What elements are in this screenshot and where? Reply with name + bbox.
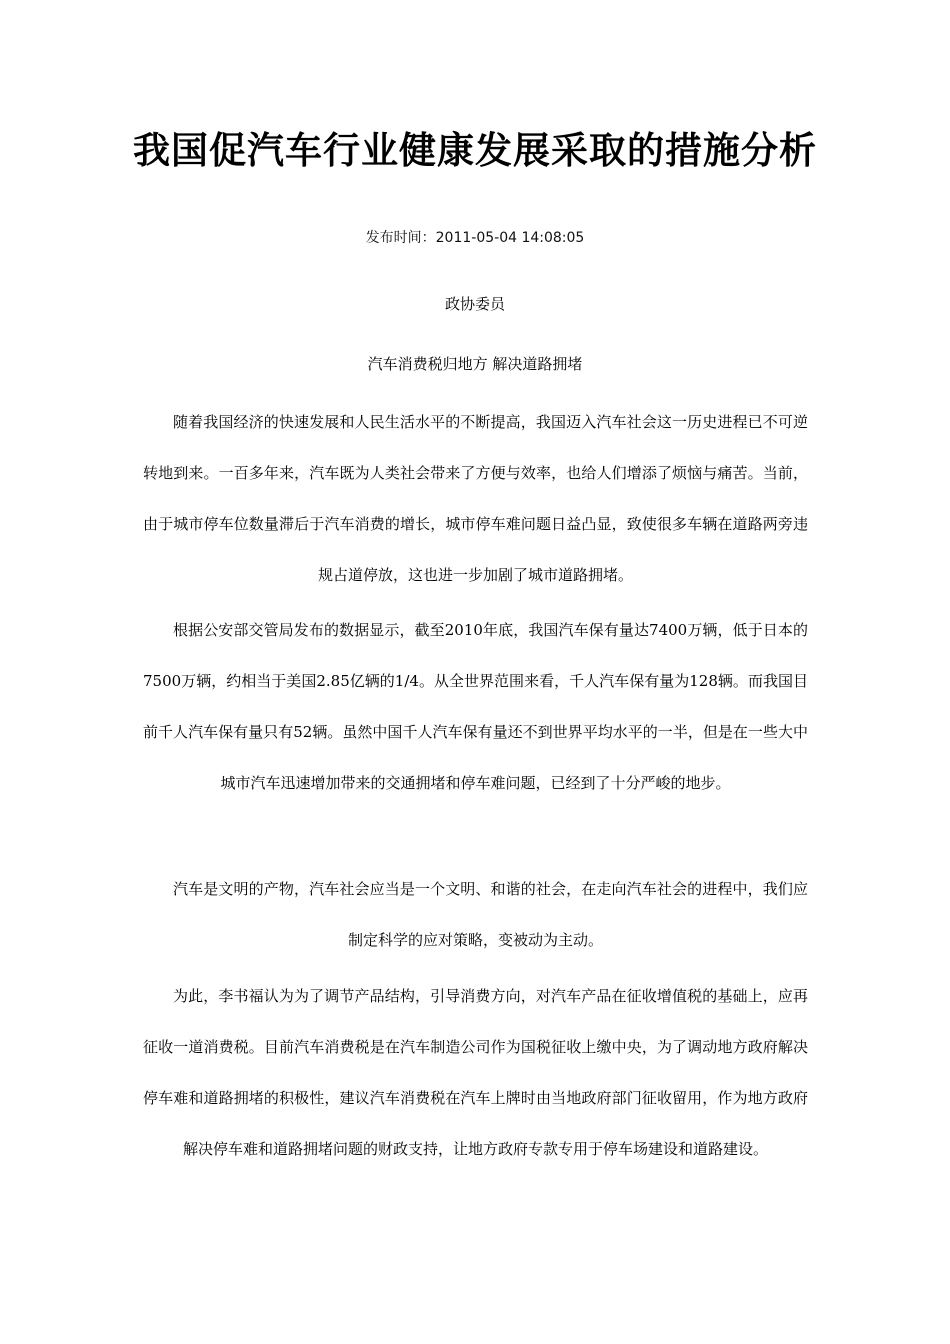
- paragraph-4: 为此，李书福认为为了调节产品结构，引导消费方向，对汽车产品在征收增值税的基础上，应再征收一道消费税。目前汽车消费税是在汽车制造公司作为国税征收上缴中央，为了调动地方政府解决停车难和道路拥堵的积极性，建议汽车消费税在汽车上牌时由当地政府部门征收留用，作为地方政府解决停车难和道路拥堵问题的财政支持，让地方政府专款专用于停车场建设和道路建设。: [143, 987, 808, 1158]
- paragraph-2: 根据公安部交管局发布的数据显示，截至2010年底，我国汽车保有量达7400万辆，低于日本的7500万辆，约相当于美国2.85亿辆的1/4。从全世界范围来看，千人汽车保有量为128辆。而我国目前千人汽车保有量只有52辆。虽然中国千人汽车保有量还不到世界平均水平的一半，但是在一些大中城市汽车迅速增加带来的交通拥堵和停车难问题，已经到了十分严峻的地步。: [143, 621, 808, 792]
- publish-label: 发布时间：: [365, 230, 436, 246]
- publish-info: [0, 229, 950, 247]
- paragraph-1: 随着我国经济的快速发展和人民生活水平的不断提高，我国迈入汽车社会这一历史进程已不可逆转地到来。一百多年来，汽车既为人类社会带来了方便与效率，也给人们增添了烦恼与痛苦。当前，由于城市停车位数量滞后于汽车消费的增长，城市停车难问题日益凸显，致使很多车辆在道路两旁违规占道停放，这也进一步加剧了城市道路拥堵。: [143, 413, 808, 584]
- publish-time: 2011-05-04 14:08:05: [435, 230, 585, 246]
- byline: 政协委员: [444, 295, 505, 313]
- article-title: 我国促汽车行业健康发展采取的措施分析: [133, 129, 817, 172]
- paragraph-3: 汽车是文明的产物，汽车社会应当是一个文明、和谐的社会，在走向汽车社会的进程中，我们应制定科学的应对策略，变被动为主动。: [173, 880, 808, 949]
- article-subtitle: 汽车消费税归地方 解决道路拥堵: [367, 355, 583, 373]
